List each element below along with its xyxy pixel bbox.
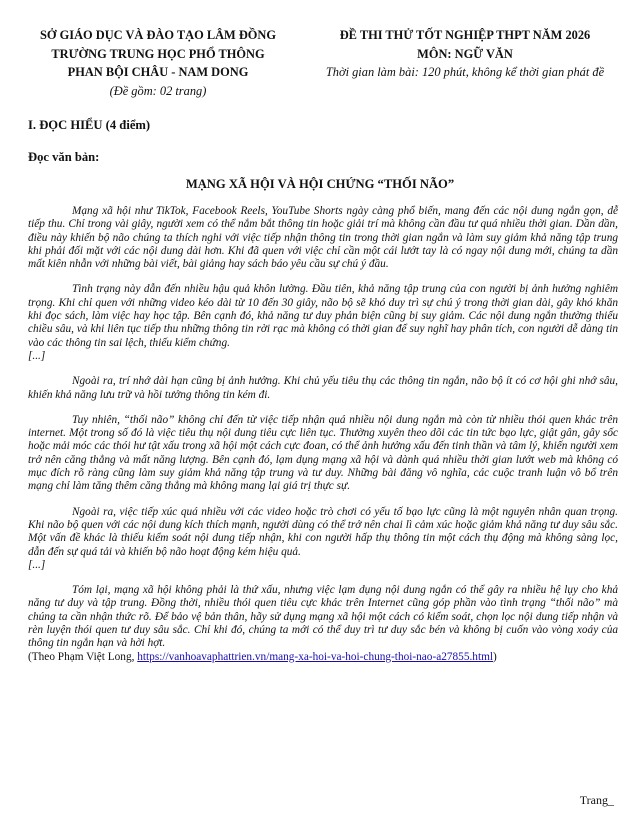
article-title: MẠNG XÃ HỘI VÀ HỘI CHỨNG “THỐI NÃO” <box>185 177 455 191</box>
header-school-name: PHAN BỘI CHÂU - NAM DONG <box>67 65 249 79</box>
header-exam-block <box>300 26 630 82</box>
ellipsis-1: [...] <box>28 349 46 362</box>
header-exam-title: ĐỀ THI THỬ TỐT NGHIỆP THPT NĂM 2026 <box>339 28 591 42</box>
header-school-type: TRƯỜNG TRUNG HỌC PHỔ THÔNG <box>51 46 265 61</box>
header-page-count: (Đề gồm: 02 trang) <box>109 83 207 98</box>
source-citation <box>28 651 618 664</box>
section-heading: I. ĐỌC HIỂU (4 điểm) <box>28 118 151 132</box>
page-number: Trang_ <box>579 793 614 807</box>
header-time-note: Thời gian làm bài: 120 phút, không kể thời gian phát đề <box>325 65 605 79</box>
paragraph-4: Tuy nhiên, “thối não” không chỉ đến từ việc tiếp nhận quá nhiều nội dung ngắn mà còn từ nhiều thói quen khác trên internet. Một trong số đó là việc tiêu thụ nội dung tiêu cực liên tục. Thường xuyên theo dõi các tin tức bạo lực, giật gân, gây sốc hoặc mải móc các thói hư tật xấu trong xã hội một cách cực đoan, có thể ảnh hưởng xấu đến tinh thần và tâm lý, khiến người xem trở nên căng thẳng và mất năng lượng. Bên cạnh đó, lạm dụng mạng xã hội và dành quá nhiều thời gian lướt web mà không có mục đích rõ ràng cũng làm suy giảm khả năng tập trung và tư duy. Những bài đăng vô nghĩa, các cuộc tranh luận vô bổ trên mạng chỉ làm tăng thêm căng thẳng mà không mang lại giá trị thực sự. <box>28 413 618 493</box>
ellipsis-2: [...] <box>28 558 46 571</box>
paragraph-1: Mạng xã hội như TikTok, Facebook Reels, YouTube Shorts ngày càng phổ biến, mang đến các nội dung ngắn gọn, dễ tiếp thu. Chỉ trong vài giây, người xem có thể nắm bắt thông tin hoặc giải trí mà không cần đầu tư quá nhiều thời gian. Dần dần, điều này khiến bộ não chúng ta thích nghi với việc tiếp nhận thông tin trong thời gian ngắn và làm suy giảm khả năng tập trung khi phải đối mặt với các nội dung dài hơn. Khi đã quen với việc chỉ cần một cái lướt tay là có ngay nội dung mới, chúng ta dần mất kiên nhẫn với những bài viết, bài giảng hay sách báo yêu cầu sự chú ý đầu. <box>28 205 618 271</box>
paragraph-6: Tóm lại, mạng xã hội không phải là thứ xấu, nhưng việc lạm dụng nội dung ngắn có thể gây ra nhiều hệ lụy cho khả năng tư duy và tập trung. Đồng thời, nhiều thói quen tiêu cực khác trên Internet cũng góp phần vào tình trạng “thối não” mà chúng ta cần nhận thức rõ. Để bảo vệ bản thân, hãy sử dụng mạng xã hội một cách có kiểm soát, chọn lọc nội dung tiếp nhận và rèn luyện thói quen tư duy sâu sắc. Chỉ khi đó, chúng ta mới có thể duy trì tư duy sắc bén và không bị cuốn vào vòng xoáy của thông tin ngắn hạn và hời hợt. <box>28 584 618 650</box>
paragraph-5: Ngoài ra, việc tiếp xúc quá nhiều với các video hoặc trò chơi có yếu tố bạo lực cũng là một nguyên nhân quan trọng. Khi não bộ quen với các nội dung kích thích mạnh, người dùng có thể trở nên chai lì cảm xúc hoặc giảm khả năng tư duy sâu sắc. Một vấn đề khác là thiếu kiểm soát nội dung tiếp nhận, khi con người hấp thụ thông tin một cách thụ động mà không sàng lọc, dẫn đến sự quá tải và khiến bộ não hoạt động kém hiệu quả. <box>28 505 618 558</box>
header-subject: MÔN: NGỮ VĂN <box>417 46 513 61</box>
header-school-block <box>28 26 288 100</box>
source-prefix: (Theo Phạm Việt Long, <box>28 650 138 663</box>
source-suffix: ) <box>493 650 497 663</box>
reading-label: Đọc văn bản: <box>28 150 100 164</box>
paragraph-3: Ngoài ra, trí nhớ dài hạn cũng bị ảnh hưởng. Khi chủ yếu tiêu thụ các thông tin ngắn, não bộ ít có cơ hội ghi nhớ sâu, khiến khả năng lưu trữ và hồi tưởng thông tin kém đi. <box>28 375 618 401</box>
article-body <box>28 205 618 664</box>
document-header <box>0 26 640 106</box>
paragraph-2: Tình trạng này dẫn đến nhiều hậu quả khôn lường. Đầu tiên, khả năng tập trung của con người bị ảnh hưởng nghiêm trọng. Khi chỉ quen với những video kéo dài từ 10 đến 30 giây, não bộ sẽ khó duy trì sự chú ý trong thời gian dài, gây khó khăn khi đọc sách, làm việc hay học tập. Bên cạnh đó, khả năng tư duy phản biện cũng bị suy giảm. Các nội dung ngắn thường thiếu chiều sâu, và khi liên tục tiếp thu những thông tin rời rạc mà không có thời gian để suy nghĩ hay phân tích, con người dễ dàng tin vào các thông tin sai lệch, thiếu kiểm chứng. <box>28 283 618 349</box>
header-department: SỞ GIÁO DỤC VÀ ĐÀO TẠO LÂM ĐỒNG <box>39 28 276 42</box>
source-link[interactable]: https://vanhoavaphattrien.vn/mang-xa-hoi-va-hoi-chung-thoi-nao-a27855.html <box>137 650 494 663</box>
